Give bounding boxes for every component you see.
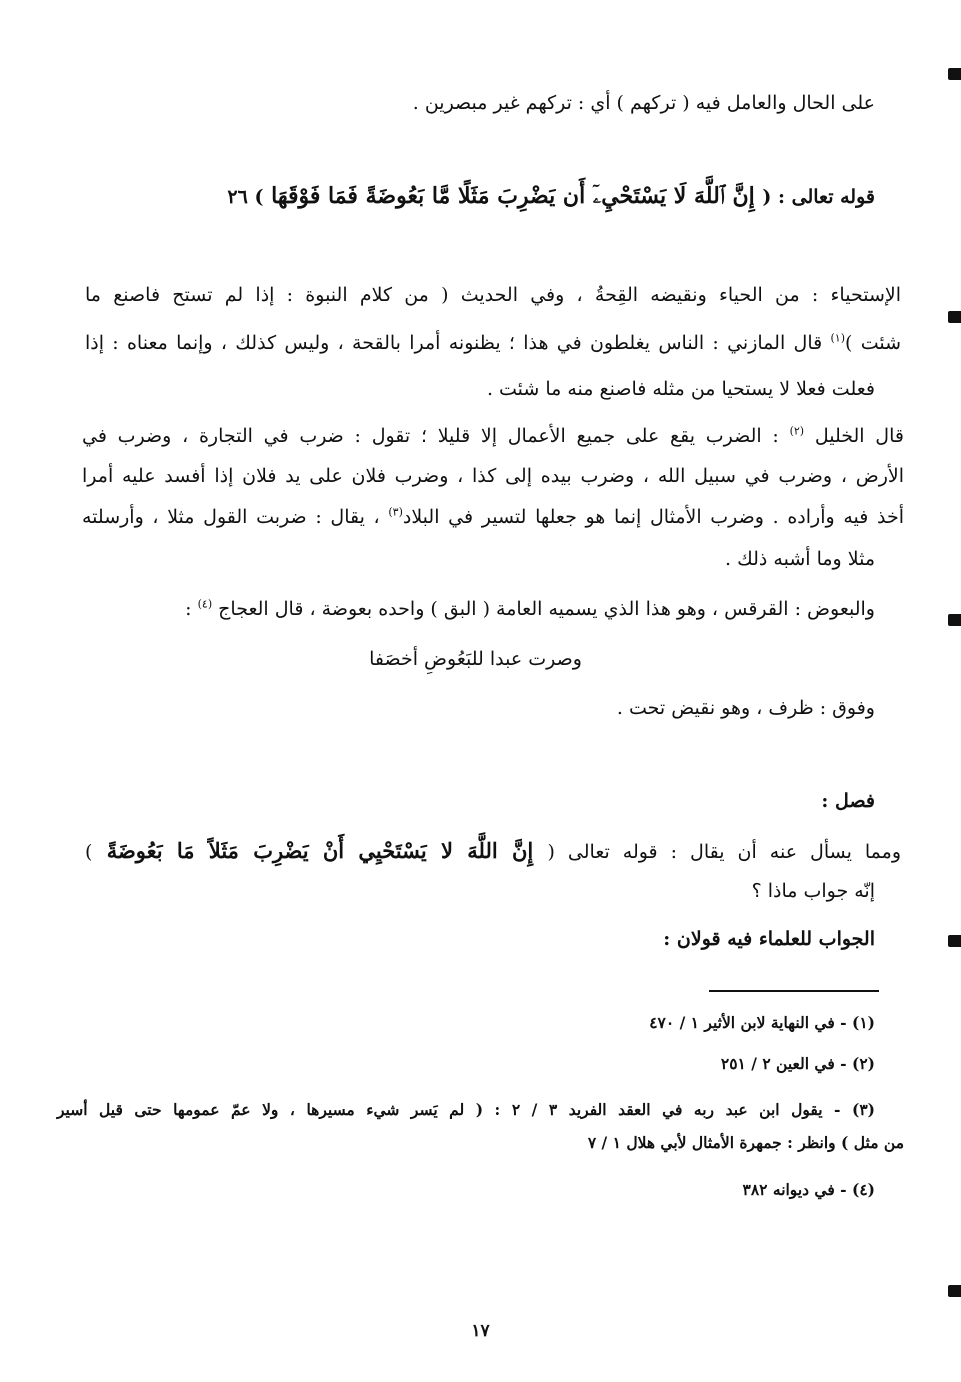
footnote-3-continued: من مثل ) وانظر : جمهرة الأمثال لأبي هلال ١ / ٧: [587, 1133, 904, 1152]
footnote-4: (٤) - في ديوانه ٣٨٢: [742, 1180, 875, 1199]
footnote-divider: [709, 990, 879, 992]
footnote-ref-1: (١): [830, 331, 845, 345]
text-line: الأرض ، وضرب في سبيل الله ، وضرب بيده إلى كذا ، وضرب فلان على يد فلان إذا أفسد عليه أمرا: [82, 465, 904, 487]
text-segment: شئت ): [845, 332, 902, 354]
text-line: الجواب للعلماء فيه قولان :: [663, 928, 875, 950]
text-line: إنّه جواب ماذا ؟: [751, 880, 875, 902]
text-segment: قال المازني : الناس يغلطون في هذا ؛ يظنونه أمرا بالقحة ، وليس كذلك ، وإنما معناه : إذا: [85, 332, 831, 354]
edge-mark: [948, 614, 961, 626]
page-number: ١٧: [471, 1321, 490, 1341]
edge-mark: [948, 1285, 961, 1297]
text-line: [85, 332, 901, 355]
section-heading: فصل :: [821, 790, 875, 812]
text-segment: :: [185, 598, 198, 620]
text-segment: أخذ فيه وأراده . وضرب الأمثال إنما هو جعلها لتسير في البلاد: [402, 506, 904, 528]
footnote-ref-4: (٤): [197, 597, 213, 611]
text-line: وفوق : ظرف ، وهو نقيض تحت .: [616, 697, 875, 719]
edge-mark: [948, 68, 961, 80]
text-line: [185, 598, 875, 621]
text-line: الإستحياء : من الحياء ونقيضه القِحةُ ، وفي الحديث ( من كلام النبوة : إذا لم تستح فاصنع ما: [85, 284, 901, 306]
text-line: فعلت فعلا لا يستحيا من مثله فاصنع منه ما شئت .: [486, 378, 875, 400]
text-segment: والبعوض : القرقس ، وهو هذا الذي يسميه العامة ( البق ) واحده بعوضة ، قال العجاج: [212, 598, 875, 620]
edge-mark: [948, 311, 961, 323]
poem-text: وصرت عبدا للبَعُوضِ أخصَفا: [369, 648, 582, 670]
quran-verse-line: [227, 183, 875, 209]
footnote-2: (٢) - في العين ٢ / ٢٥١: [720, 1054, 875, 1073]
quran-verse: إِنَّ ٱللَّهَ لَا يَسْتَحْيِۦٓ أَن يَضْرِبَ مَثَلًا مَّا بَعُوضَةً فَمَا فَوْقَهَا: [263, 183, 763, 209]
text-line: على الحال والعامل فيه ( تركهم ) أي : تركهم غير مبصرين .: [412, 92, 875, 114]
edge-mark: [948, 935, 961, 947]
text-segment: ، يقال : ضربت القول مثلا ، وأرسلته: [82, 506, 389, 528]
text-line: [85, 838, 901, 864]
text-line: [82, 425, 904, 448]
text-line: [82, 506, 904, 529]
text-segment: قال الخليل: [804, 425, 904, 447]
footnote-ref-3: (٣): [388, 505, 403, 519]
text-segment: ): [85, 841, 93, 863]
text-segment: : الضرب يقع على جميع الأعمال إلا قليلا ؛ تقول : ضرب في التجارة ، وضرب في: [82, 425, 790, 447]
quran-verse: إِنَّ اللَّهَ لا يَسْتَحْيِي أَنْ يَضْرِبَ مَثَلاً مَا بَعُوضَةً: [92, 838, 548, 863]
verse-intro: قوله تعالى : (: [762, 186, 875, 208]
poem-verse: [0, 648, 961, 671]
text-segment: ومما يسأل عنه أن يقال : قوله تعالى (: [547, 841, 901, 863]
footnote-1: (١) - في النهاية لابن الأثير ١ / ٤٧٠: [649, 1013, 875, 1032]
footnote-ref-2: (٢): [789, 424, 805, 438]
verse-number: ) ٢٦: [227, 186, 264, 208]
text-line: مثلا وما أشبه ذلك .: [725, 548, 875, 570]
footnote-3: (٣) - يقول ابن عبد ربه في العقد الفريد ٣ / ٢ : ( لم يَسر شيء مسيرها ، ولا عمّ عمومها حتى قيل أسير: [57, 1100, 875, 1119]
